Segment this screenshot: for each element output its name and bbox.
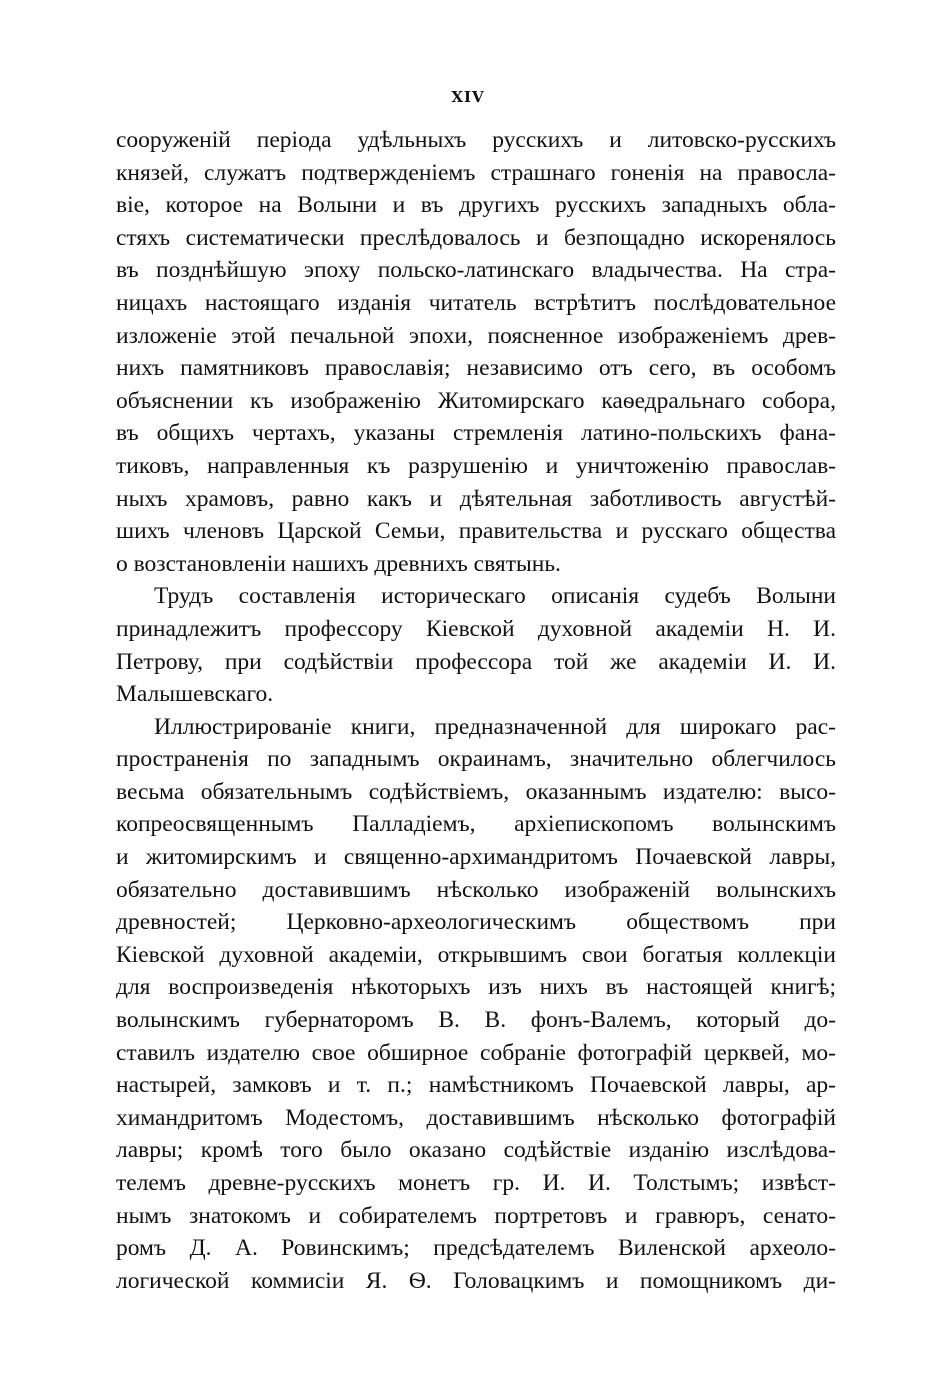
text-line: Трудъ составленія историческаго описанія судебъ Волыни: [154, 583, 836, 610]
text-line: ныхъ храмовъ, равно какъ и дѣятельная заботливость августѣй-: [116, 485, 836, 512]
text-line: стяхъ систематически преслѣдовалось и безпощадно искоренялось: [116, 224, 836, 251]
text-line: изложеніе этой печальной эпохи, поясненное изображеніемъ древ-: [116, 322, 836, 349]
body-text: [116, 124, 836, 1297]
text-line: лавры; кромѣ того было оказано содѣйствіе изданію изслѣдова-: [116, 1137, 836, 1164]
text-line: пространенія по западнымъ окраинамъ, значительно облегчилось: [116, 746, 836, 773]
text-line: принадлежитъ профессору Кіевской духовной академіи Н. И.: [116, 615, 836, 642]
text-line: и житомирскимъ и священно-архимандритомъ Почаевской лавры,: [116, 844, 836, 871]
text-line: логической коммисіи Я. Ѳ. Головацкимъ и помощникомъ ди-: [116, 1267, 836, 1294]
text-line: въ позднѣйшую эпоху польско-латинскаго владычества. На стра-: [116, 257, 836, 284]
text-line: сооруженій періода удѣльныхъ русскихъ и литовско-русскихъ: [116, 127, 836, 153]
text-line: Петрову, при содѣйствіи профессора той же академіи И. И.: [116, 648, 836, 675]
text-line: въ общихъ чертахъ, указаны стремленія латино-польскихъ фана-: [116, 420, 836, 447]
text-line: весьма обязательнымъ содѣйствіемъ, оказаннымъ издателю: высо-: [116, 778, 836, 805]
text-line: для воспроизведенія нѣкоторыхъ изъ нихъ въ настоящей книгѣ;: [116, 974, 836, 1001]
text-line: древностей; Церковно-археологическимъ обществомъ при: [116, 909, 836, 936]
text-line: ставилъ издателю свое обширное собраніе фотографій церквей, мо-: [116, 1039, 836, 1066]
text-line: віе, которое на Волыни и въ другихъ русскихъ западныхъ обла-: [116, 192, 836, 219]
text-line: шихъ членовъ Царской Семьи, правительства и русскаго общества: [116, 518, 836, 545]
text-line: настырей, замковъ и т. п.; намѣстникомъ Почаевской лавры, ар-: [116, 1072, 836, 1099]
paragraph: [116, 124, 836, 580]
page-number: XIV: [451, 88, 485, 106]
text-line: тиковъ, направленныя къ разрушенію и уничтоженію православ-: [116, 452, 836, 479]
text-line: ницахъ настоящаго изданія читатель встрѣтитъ послѣдовательное: [116, 289, 836, 316]
text-line: волынскимъ губернаторомъ В. В. фонъ-Валемъ, который до-: [116, 1007, 836, 1034]
text-line: Кіевской духовной академіи, открывшимъ свои богатыя коллекціи: [116, 941, 836, 968]
text-line: обязательно доставившимъ нѣсколько изображеній волынскихъ: [116, 876, 836, 903]
text-line: Иллюстрированіе книги, предназначенной для широкаго рас-: [154, 713, 836, 740]
text-line: Малышевскаго.: [116, 681, 274, 708]
paragraph: [116, 580, 836, 710]
text-line: телемъ древне-русскихъ монетъ гр. И. И. Толстымъ; извѣст-: [116, 1170, 836, 1196]
text-line: химандритомъ Модестомъ, доставившимъ нѣсколько фотографій: [116, 1104, 836, 1131]
text-line: нихъ памятниковъ православія; независимо отъ сего, въ особомъ: [116, 355, 836, 382]
text-line: о возстановленіи нашихъ древнихъ святынь.: [116, 550, 561, 577]
text-line: князей, служатъ подтвержденіемъ страшнаго гоненія на правосла-: [116, 159, 836, 186]
text-line: копреосвященнымъ Палладіемъ, архіепископомъ волынскимъ: [116, 811, 836, 838]
paragraph: [116, 711, 836, 1298]
text-line: ромъ Д. А. Ровинскимъ; предсѣдателемъ Виленской археоло-: [116, 1235, 836, 1262]
text-line: объяснении къ изображенію Житомирскаго каѳедральнаго собора,: [116, 387, 836, 414]
text-line: нымъ знатокомъ и собирателемъ портретовъ и гравюръ, сенато-: [116, 1202, 836, 1229]
